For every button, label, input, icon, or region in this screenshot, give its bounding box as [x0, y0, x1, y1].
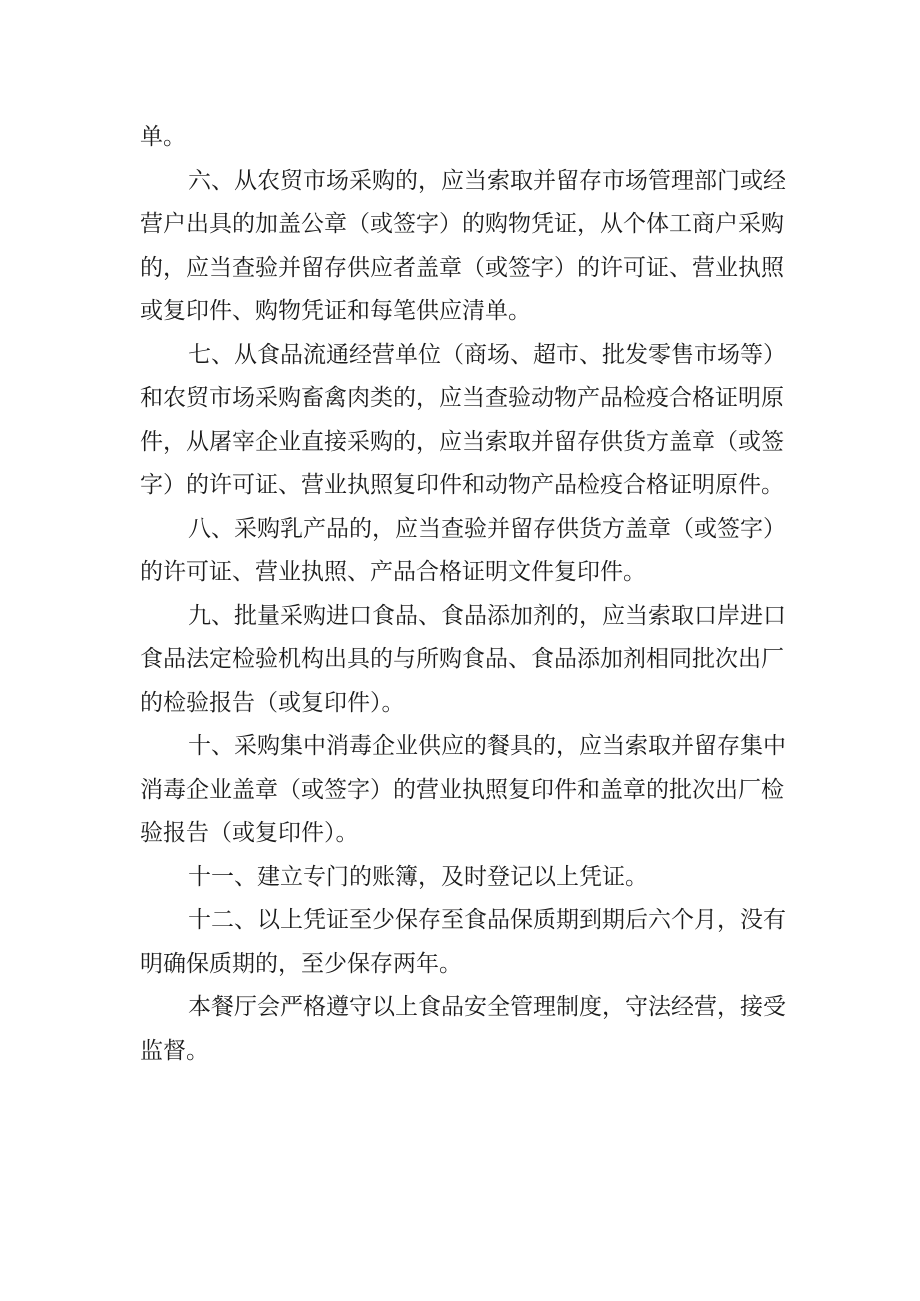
- text-line: 十、采购集中消毒企业供应的餐具的，应当索取并留存集中: [188, 733, 786, 759]
- text-line: 字）的许可证、营业执照复印件和动物产品检疫合格证明原件。: [140, 472, 784, 498]
- text-line: 验报告（或复印件）。: [140, 820, 359, 846]
- text-line: 本餐厅会严格遵守以上食品安全管理制度，守法经营，接受: [188, 994, 786, 1020]
- text-line: 八、采购乳产品的，应当查验并留存供货方盖章（或签字）: [188, 516, 786, 542]
- text-line: 监督。: [140, 1038, 209, 1064]
- text-line: 单。: [140, 124, 186, 150]
- text-line: 六、从农贸市场采购的，应当索取并留存市场管理部门或经: [188, 168, 786, 194]
- text-line: 件，从屠宰企业直接采购的，应当索取并留存供货方盖章（或签: [140, 429, 784, 455]
- text-line: 或复印件、购物凭证和每笔供应清单。: [140, 298, 531, 324]
- text-line: 明确保质期的，至少保存两年。: [140, 951, 462, 977]
- text-line: 的检验报告（或复印件）。: [140, 690, 405, 716]
- text-line: 十一、建立专门的账簿，及时登记以上凭证。: [188, 864, 648, 890]
- text-line: 九、批量采购进口食品、食品添加剂的，应当索取口岸进口: [188, 603, 786, 629]
- text-line: 营户出具的加盖公章（或签字）的购物凭证，从个体工商户采购: [140, 211, 784, 237]
- text-line: 食品法定检验机构出具的与所购食品、食品添加剂相同批次出厂: [140, 646, 784, 672]
- text-line: 的，应当查验并留存供应者盖章（或签字）的许可证、营业执照: [140, 255, 784, 281]
- text-line: 十二、以上凭证至少保存至食品保质期到期后六个月，没有: [188, 907, 786, 933]
- text-line: 和农贸市场采购畜禽肉类的，应当查验动物产品检疫合格证明原: [140, 385, 784, 411]
- text-line: 七、从食品流通经营单位（商场、超市、批发零售市场等）: [188, 342, 786, 368]
- text-line: 的许可证、营业执照、产品合格证明文件复印件。: [140, 559, 646, 585]
- text-line: 消毒企业盖章（或签字）的营业执照复印件和盖章的批次出厂检: [140, 777, 784, 803]
